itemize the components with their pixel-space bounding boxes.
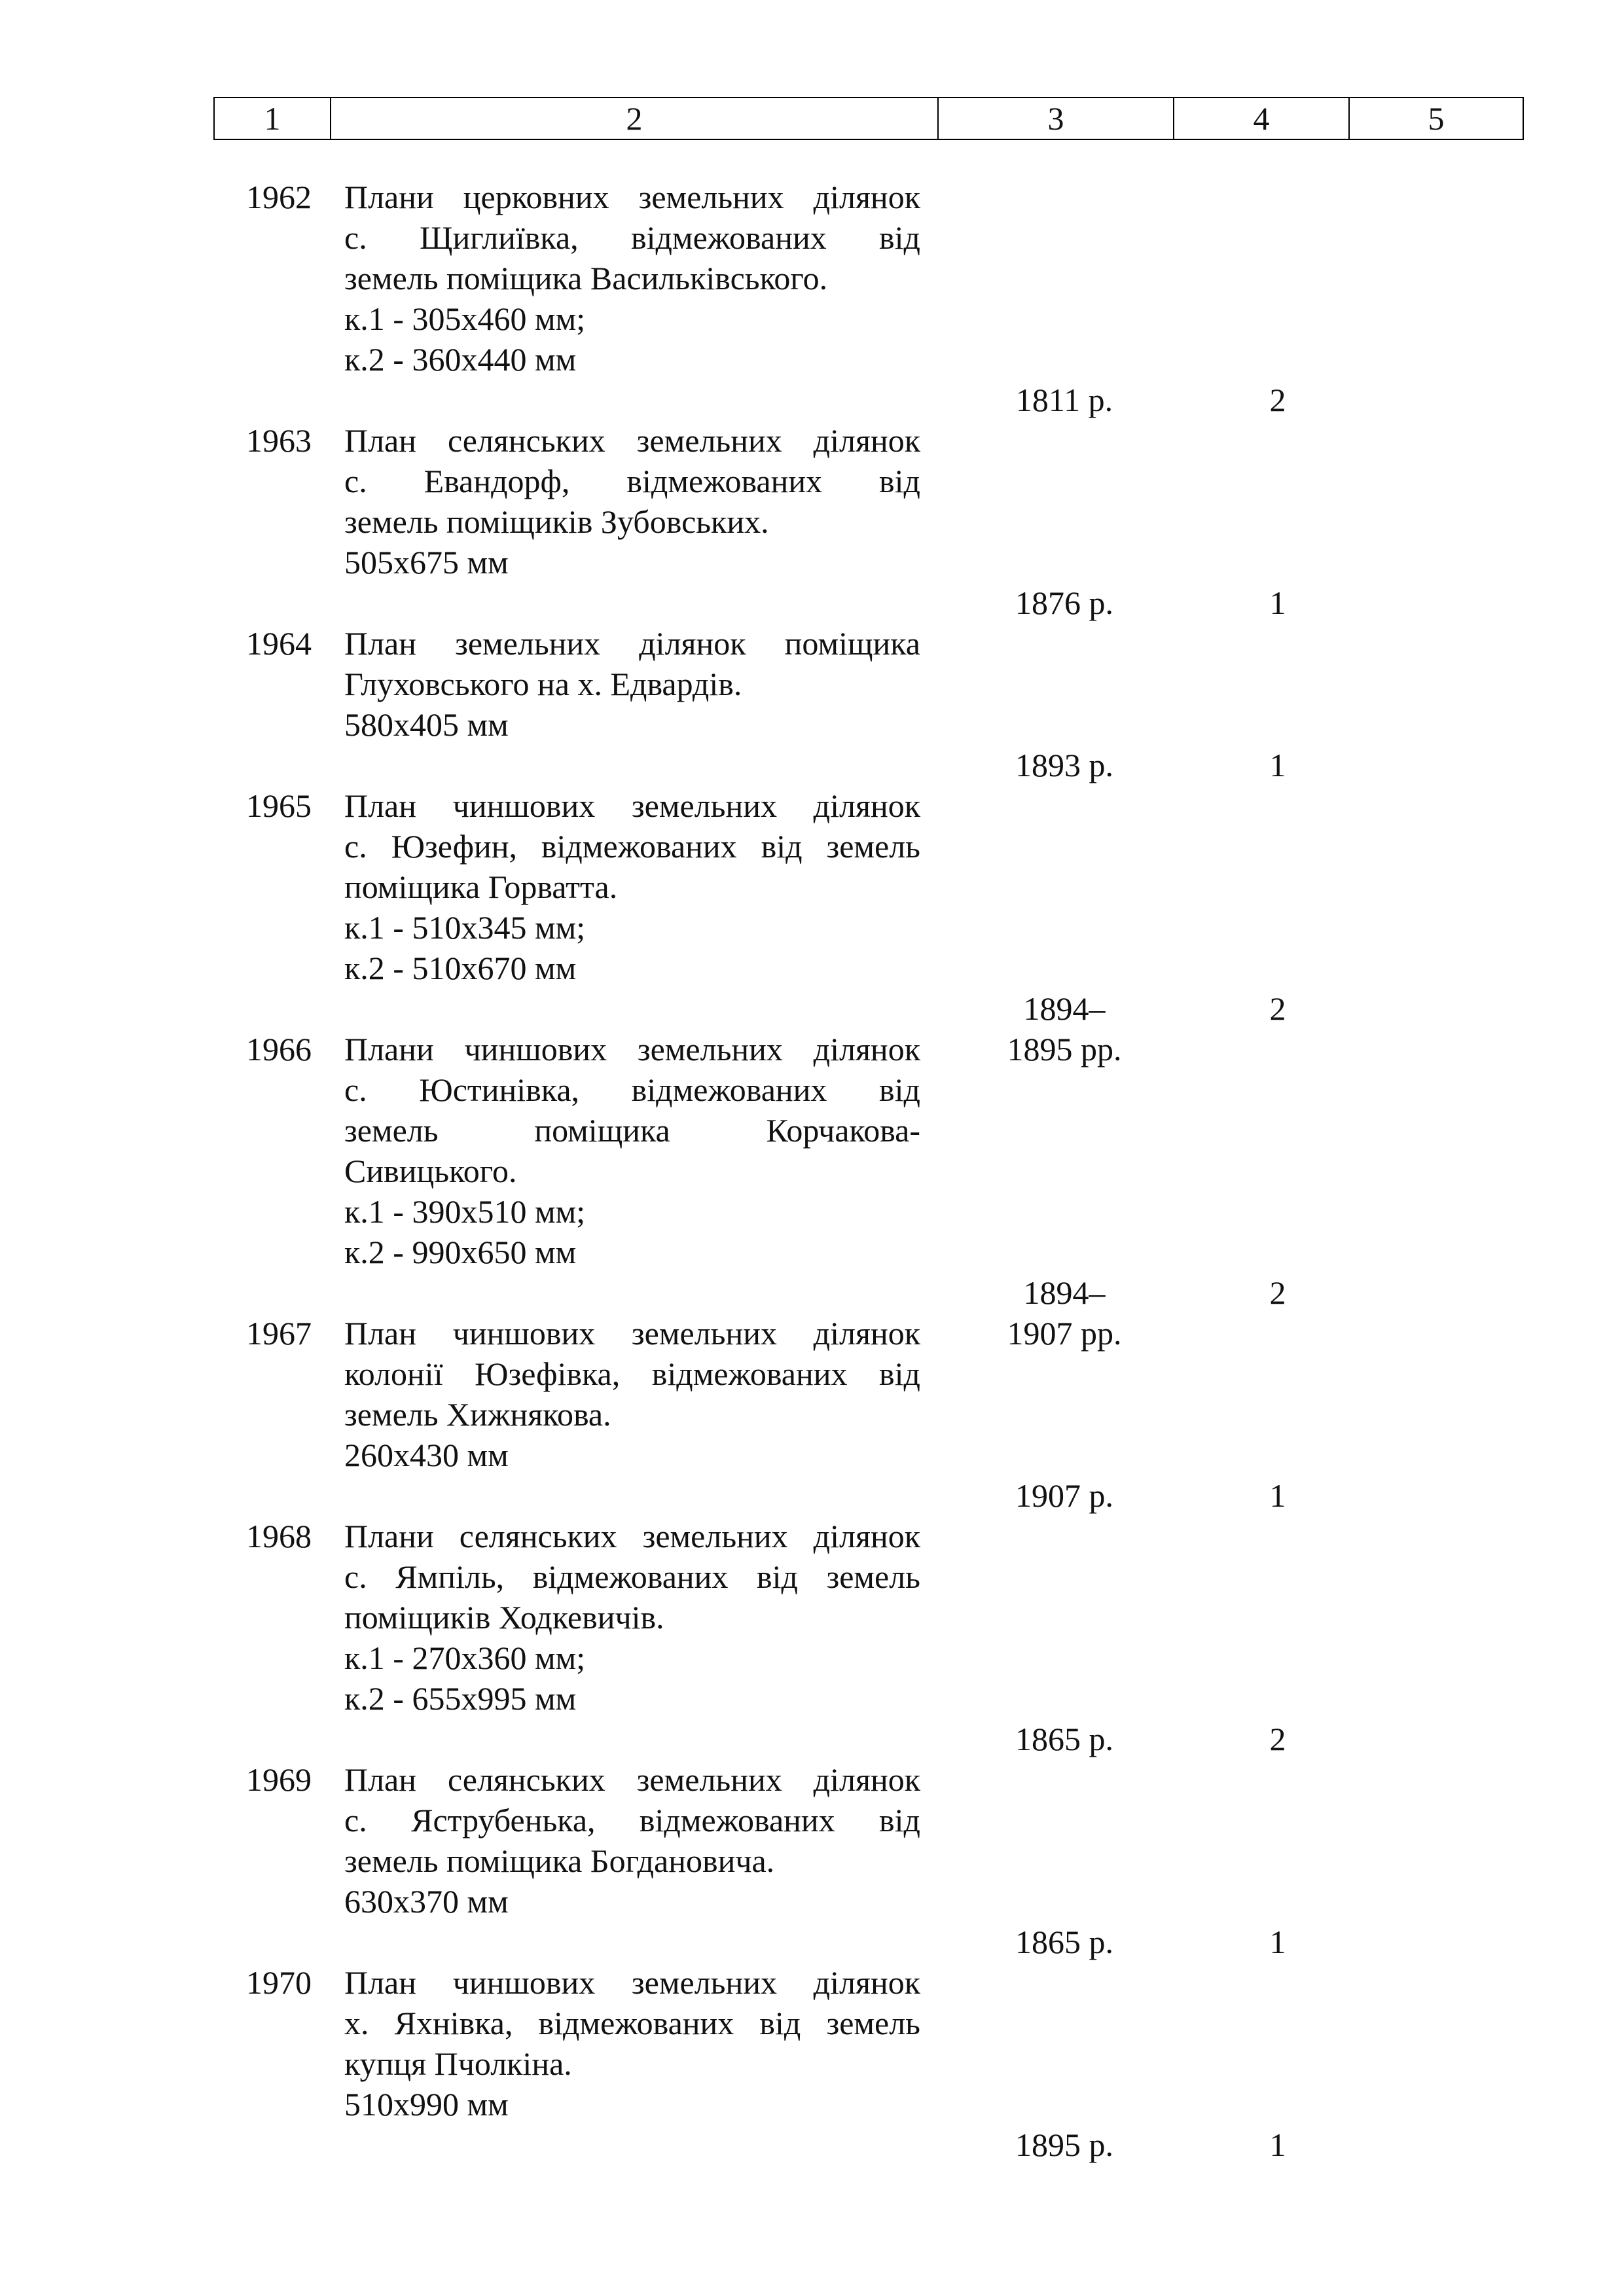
entry-sheet-count: 1 xyxy=(1269,584,1286,621)
entry-date xyxy=(966,745,1163,785)
entry-row xyxy=(213,1516,1523,1757)
description-line: Глуховського на х. Едвардів. xyxy=(344,666,742,702)
column-header-2: 2 xyxy=(331,98,938,139)
entry-sheet-count: 1 xyxy=(1269,747,1286,783)
entry-row xyxy=(213,623,1523,783)
entry-number: 1966 xyxy=(246,1031,312,1067)
size-line: 260х430 мм xyxy=(344,1437,509,1473)
description-line: План селянських земельних ділянок xyxy=(344,422,920,459)
description-line: с. Щиглиївка, відмежованих від xyxy=(344,219,920,256)
entry-description xyxy=(344,785,920,988)
entry-number: 1963 xyxy=(246,422,312,459)
date-line: 1876 р. xyxy=(1015,584,1113,621)
description-line: Плани селянських земельних ділянок xyxy=(344,1518,920,1554)
description-line: План селянських земельних ділянок xyxy=(344,1761,920,1798)
date-line: 1894– xyxy=(1023,990,1106,1027)
size-line: 630х370 мм xyxy=(344,1883,509,1920)
description-line: с. Яструбенька, відмежованих від xyxy=(344,1802,920,1839)
entry-number: 1970 xyxy=(246,1964,312,2001)
entry-description xyxy=(344,1962,920,2125)
description-line: с. Юстинівка, відмежованих від xyxy=(344,1071,920,1108)
column-header-table xyxy=(213,97,1524,140)
entry-row xyxy=(213,1759,1523,1960)
description-line: земель поміщика Богдановича. xyxy=(344,1842,775,1879)
description-line: земель Хижнякова. xyxy=(344,1396,611,1433)
column-header-1: 1 xyxy=(214,98,331,139)
description-line: Плани чиншових земельних ділянок xyxy=(344,1031,920,1067)
entry-list xyxy=(213,177,1523,2165)
description-line: с. Ямпіль, відмежованих від земель xyxy=(344,1558,920,1595)
entry-number: 1964 xyxy=(246,625,312,662)
size-line: к.1 - 510х345 мм; xyxy=(344,909,586,946)
description-line: поміщика Горватта. xyxy=(344,869,618,905)
column-header-4: 4 xyxy=(1174,98,1349,139)
date-line: 1907 рр. xyxy=(1007,1315,1122,1352)
size-line: 510х990 мм xyxy=(344,2086,509,2123)
description-line: с. Евандорф, відмежованих від xyxy=(344,463,920,499)
entry-description xyxy=(344,623,920,745)
description-line: поміщиків Ходкевичів. xyxy=(344,1599,664,1636)
entry-date xyxy=(966,380,1163,420)
description-line: земель поміщиків Зубовських. xyxy=(344,503,769,540)
entry-sheet-count: 2 xyxy=(1269,990,1286,1027)
entry-date xyxy=(966,1922,1163,1962)
description-line: земель поміщика Васильківського. xyxy=(344,260,828,296)
date-line: 1894– xyxy=(1023,1274,1106,1311)
entry-description xyxy=(344,1516,920,1719)
description-line: План чиншових земельних ділянок xyxy=(344,787,920,824)
date-line: 1865 р. xyxy=(1015,1924,1113,1960)
date-line: 1895 р. xyxy=(1015,2126,1113,2163)
entry-number: 1962 xyxy=(246,179,312,215)
entry-sheet-count: 1 xyxy=(1269,2126,1286,2163)
date-line: 1895 рр. xyxy=(1007,1031,1122,1067)
size-line: 580х405 мм xyxy=(344,706,509,743)
entry-row xyxy=(213,420,1523,621)
entry-description xyxy=(344,1029,920,1272)
column-header-3: 3 xyxy=(938,98,1174,139)
entry-date xyxy=(966,2125,1163,2165)
description-line: Сивицького. xyxy=(344,1153,517,1189)
entry-date xyxy=(966,1719,1163,1759)
entry-description xyxy=(344,1313,920,1475)
date-line: 1865 р. xyxy=(1015,1721,1113,1757)
description-line: Плани церковних земельних ділянок xyxy=(344,179,920,215)
size-line: к.2 - 360х440 мм xyxy=(344,341,577,378)
size-line: к.1 - 390х510 мм; xyxy=(344,1193,586,1230)
entry-description xyxy=(344,177,920,380)
description-line: х. Яхнівка, відмежованих від земель xyxy=(344,2005,920,2041)
description-line: с. Юзефин, відмежованих від земель xyxy=(344,828,920,865)
size-line: к.2 - 510х670 мм xyxy=(344,950,577,986)
entry-number: 1967 xyxy=(246,1315,312,1352)
entry-sheet-count: 2 xyxy=(1269,382,1286,418)
entry-sheet-count: 1 xyxy=(1269,1924,1286,1960)
entry-number: 1965 xyxy=(246,787,312,824)
entry-row xyxy=(213,1962,1523,2163)
entry-row xyxy=(213,177,1523,418)
size-line: 505х675 мм xyxy=(344,544,509,581)
description-line: План чиншових земельних ділянок xyxy=(344,1964,920,2001)
size-line: к.2 - 990х650 мм xyxy=(344,1234,577,1270)
size-line: к.2 - 655х995 мм xyxy=(344,1680,577,1717)
description-line: План чиншових земельних ділянок xyxy=(344,1315,920,1352)
entry-date xyxy=(966,583,1163,623)
description-line: колонії Юзефівка, відмежованих від xyxy=(344,1355,920,1392)
entry-number: 1968 xyxy=(246,1518,312,1554)
date-line: 1893 р. xyxy=(1015,747,1113,783)
description-line: План земельних ділянок поміщика xyxy=(344,625,920,662)
description-line: купця Пчолкіна. xyxy=(344,2045,572,2082)
entry-date xyxy=(966,1475,1163,1516)
size-line: к.1 - 305х460 мм; xyxy=(344,300,586,337)
entry-sheet-count: 1 xyxy=(1269,1477,1286,1514)
entry-description xyxy=(344,420,920,583)
date-line: 1811 р. xyxy=(1015,382,1113,418)
entry-description xyxy=(344,1759,920,1922)
entry-sheet-count: 2 xyxy=(1269,1274,1286,1311)
description-line: земель поміщика Корчакова- xyxy=(344,1112,920,1149)
column-header-row xyxy=(214,98,1523,139)
column-header-5: 5 xyxy=(1349,98,1523,139)
entry-row xyxy=(213,1313,1523,1514)
entry-number: 1969 xyxy=(246,1761,312,1798)
date-line: 1907 р. xyxy=(1015,1477,1113,1514)
entry-sheet-count: 2 xyxy=(1269,1721,1286,1757)
size-line: к.1 - 270х360 мм; xyxy=(344,1640,586,1676)
